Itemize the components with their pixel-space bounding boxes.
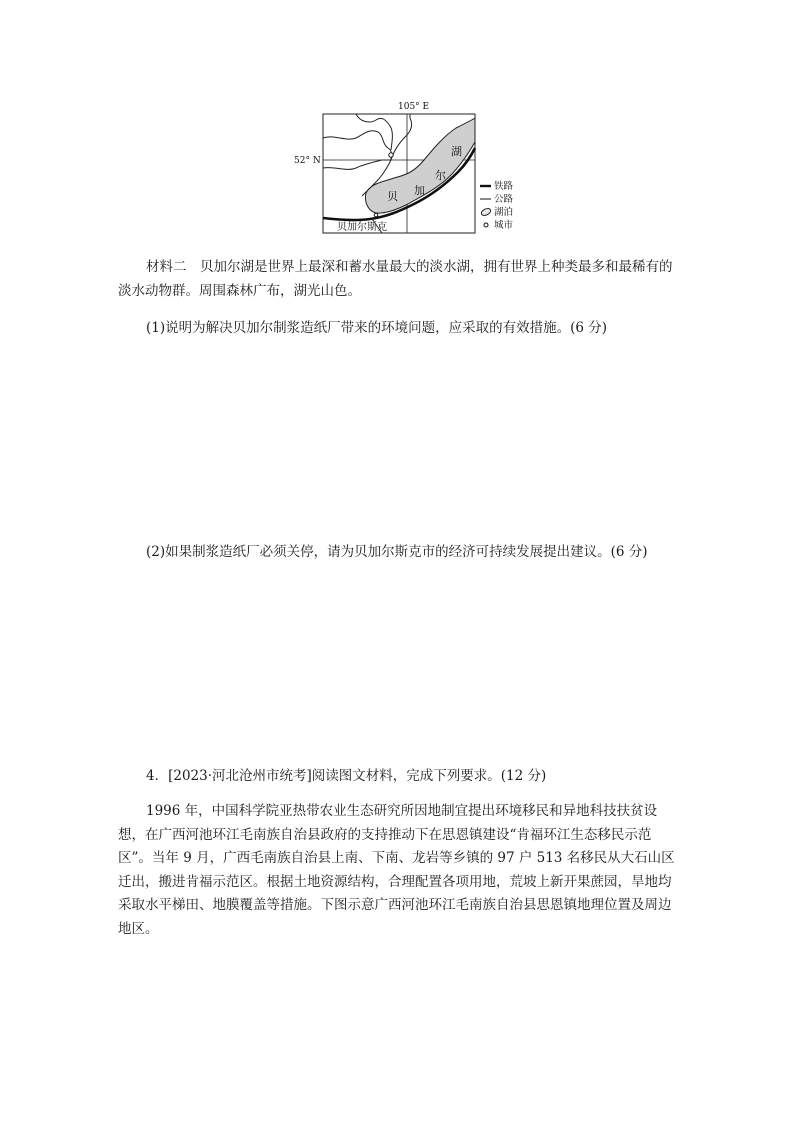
lake-char-hu: 湖 bbox=[451, 145, 462, 158]
baikal-map bbox=[290, 98, 530, 238]
road-line-river-north bbox=[391, 114, 412, 160]
material-two-paragraph: 材料二 贝加尔湖是世界上最深和蓄水量最大的淡水湖，拥有世界上种类最多和最稀有的淡水动物群。周围森林广布，湖光山色。 bbox=[118, 259, 673, 299]
city-irkutsk-dot bbox=[389, 153, 393, 157]
lake-baikal bbox=[365, 118, 475, 213]
road-line-upper bbox=[356, 114, 392, 150]
question-4-body: 1996 年，中国科学院亚热带农业生态研究所因地制宜提出环境移民和异地科技扶贫设想，在广西河池环江毛南族自治县政府的支持推动下在思恩镇建设“肯福环江生态移民示范区”。当年 9 月，广西毛南族自治县上南、下南、龙岩等乡镇的 97 户 513 名移民从大石山区迁出，搬进肯福示范区。根据土地资源结构，合理配置各项用地，荒坡上新开果蔗园，旱地均采取水平梯田、地膜覆盖等措施。下图示意广西河池环江毛南族自治县思恩镇地理位置及周边地区。 bbox=[118, 803, 675, 937]
question-2: (2)如果制浆造纸厂必须关停，请为贝加尔斯克市的经济可持续发展提出建议。(6 分) bbox=[146, 544, 648, 560]
question-1: (1)说明为解决贝加尔制浆造纸厂带来的环境问题，应采取的有效措施。(6 分) bbox=[146, 320, 608, 336]
road-line-north bbox=[323, 131, 391, 160]
legend-city-label: 城市 bbox=[494, 220, 514, 231]
lake-char-er: 尔 bbox=[435, 169, 446, 182]
legend-railway-label: 铁路 bbox=[494, 181, 514, 192]
lake-char-bei: 贝 bbox=[387, 190, 398, 203]
city-baikalsk-label: 贝加尔斯克 bbox=[337, 222, 387, 233]
lake-legend-icon bbox=[480, 207, 492, 217]
map-legend bbox=[480, 180, 514, 231]
latitude-label: 52° N bbox=[294, 156, 321, 166]
city-legend-icon bbox=[484, 223, 488, 227]
legend-road-label: 公路 bbox=[494, 194, 514, 205]
longitude-label: 105° E bbox=[398, 102, 430, 112]
road-line-west bbox=[323, 160, 391, 169]
lake-char-jia: 加 bbox=[414, 184, 425, 197]
question-4-header: 4．[2023·河北沧州市统考]阅读图文材料，完成下列要求。(12 分) bbox=[146, 768, 547, 784]
legend-lake-label: 湖泊 bbox=[494, 207, 514, 218]
city-baikalsk-dot bbox=[374, 213, 378, 217]
